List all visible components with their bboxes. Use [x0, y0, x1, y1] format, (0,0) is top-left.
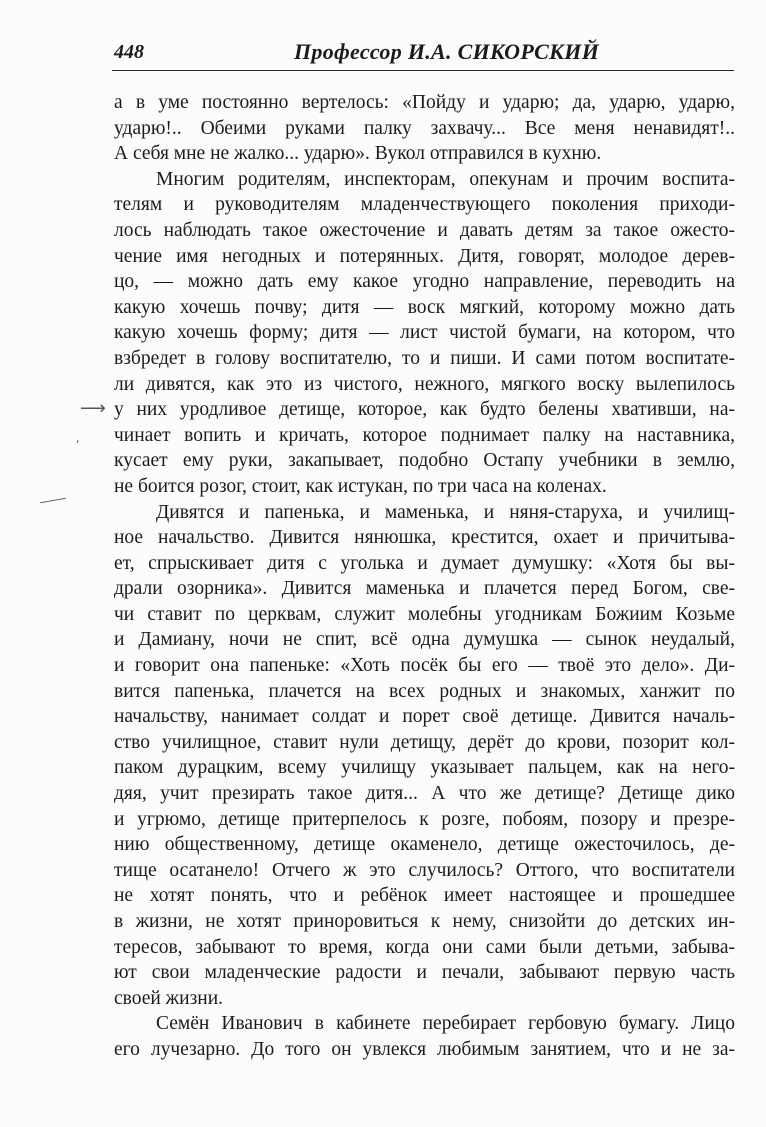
text-line: ли дивятся, как это из чистого, нежного, мягкого воску вылепилось — [114, 373, 735, 395]
text-line: ют свои младенческие радости и печали, забывают первую часть — [114, 962, 735, 984]
text-line: и говорит она папеньке: «Хоть посёк бы его — твоё это дело». Ди- — [114, 655, 735, 677]
text-line: Семён Иванович в кабинете перебирает гербовую бумагу. Лицо — [156, 1013, 735, 1035]
text-line: не хотят понять, что и ребёнок имеет настоящее и прошедшее — [114, 885, 735, 907]
text-line: ет, спрыскивает дитя с уголька и думает думушку: «Хотя бы вы- — [114, 552, 735, 574]
running-title: Профессор И.А. СИКОРСКИЙ — [294, 39, 600, 64]
body-text — [114, 90, 735, 1063]
text-line: нию общественному, детище окаменело, детище ожесточилось, де- — [114, 834, 735, 856]
text-line: лось наблюдать такое ожесточение и давать детям за такое ожесто- — [114, 219, 735, 241]
handwritten-dash-mark — [40, 498, 66, 503]
text-line: вится папенька, плачется на всех родных и знакомых, ханжит по — [114, 680, 735, 702]
text-line: драли озорника». Дивится маменька и плачется перед Богом, све- — [114, 578, 735, 600]
text-line: Многим родителям, инспекторам, опекунам и прочим воспита- — [156, 168, 735, 190]
handwritten-tick-mark: , — [76, 432, 80, 445]
text-line: не боится розог, стоит, как истукан, по три часа на коленах. — [114, 475, 607, 497]
text-line: тересов, забывают то время, когда они сами были детьми, забыва- — [114, 936, 735, 958]
handwritten-arrow-mark: ⟶ — [80, 398, 104, 419]
text-line: паком дурацким, всему училищу указывает пальцем, как на него- — [114, 757, 735, 779]
text-line: телям и руководителям младенчествующего поколения приходи- — [114, 194, 735, 216]
text-line: Дивятся и папенька, и маменька, и няня-старуха, и училищ- — [156, 501, 735, 523]
text-line: своей жизни. — [114, 987, 224, 1009]
text-line: взбредет в голову воспитателю, то и пиши. И сами потом воспитате- — [114, 347, 735, 369]
text-line: дяя, учит презирать такое дитя... А что же детище? Детище дико — [114, 783, 735, 805]
text-line: А себя мне не жалко... ударю». Вукол отправился в кухню. — [114, 143, 602, 165]
text-line: какую хочешь форму; дитя — лист чистой бумаги, на котором, что — [114, 322, 735, 344]
text-line: а в уме постоянно вертелось: «Пойду и ударю; да, ударю, ударю, — [114, 92, 735, 113]
text-line: тище осатанело! Отчего ж это случилось? Оттого, что воспитатели — [114, 859, 735, 881]
text-line: ное начальство. Дивится нянюшка, крестится, охает и причитыва- — [114, 527, 735, 549]
running-header — [112, 38, 734, 71]
text-line: начальству, нанимает солдат и порет своё детище. Дивится началь- — [114, 706, 735, 728]
text-line: ство училищное, ставит нули детищу, дерёт до крови, позорит кол- — [114, 731, 735, 753]
text-line: в жизни, не хотят приноровиться к нему, снизойти до детских ин- — [114, 911, 735, 932]
page-number: 448 — [114, 41, 144, 63]
text-line: чи ставит по церквам, служит молебны угодникам Божиим Козьме — [114, 603, 735, 625]
text-line: ударю!.. Обеими руками палку захвачу... Все меня ненавидят!.. — [114, 117, 735, 139]
text-line: какую хочешь почву; дитя — воск мягкий, которому можно дать — [114, 296, 735, 318]
text-line: и угрюмо, детище притерпелось к розге, побоям, позору и презре- — [114, 808, 735, 830]
text-line: чение имя негодных и потерянных. Дитя, говорят, молодое дерев- — [114, 245, 735, 267]
text-line: его лучезарно. До того он увлекся любимым занятием, что и не за- — [114, 1038, 735, 1060]
text-line: и Дамиану, ночи не спит, всё одна думушка — сынок неудалый, — [114, 629, 735, 651]
text-line: у них уродливое детище, которое, как будто белены хвативши, на- — [114, 399, 735, 421]
text-line: цо, — можно дать ему какое угодно направление, переводить на — [114, 271, 735, 293]
text-line: чинает вопить и кричать, которое поднимает палку на наставника, — [114, 424, 735, 446]
text-line: кусает ему руки, закапывает, подобно Остапу учебники в землю, — [114, 450, 735, 472]
